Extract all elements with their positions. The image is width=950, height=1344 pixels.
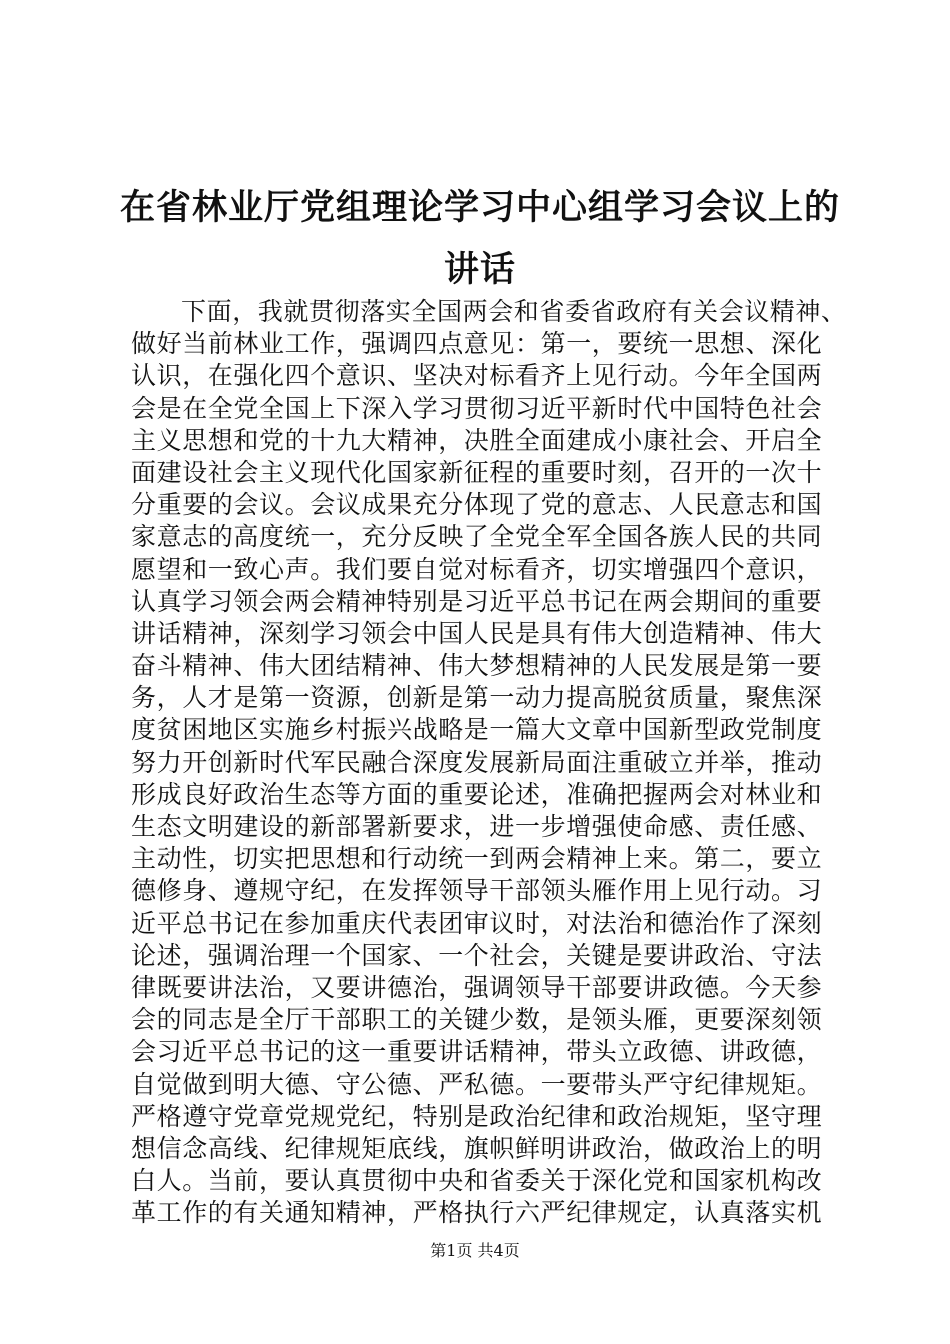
body-line: 面建设社会主义现代化国家新征程的重要时刻，召开的一次十 xyxy=(131,457,823,487)
body-line: 会习近平总书记的这一重要讲话精神，带头立政德、讲政德， xyxy=(131,1037,823,1067)
body-line: 近平总书记在参加重庆代表团审议时，对法治和德治作了深刻 xyxy=(131,908,823,938)
body-line: 形成良好政治生态等方面的重要论述，准确把握两会对林业和 xyxy=(131,779,823,809)
body-line: 会是在全党全国上下深入学习贯彻习近平新时代中国特色社会 xyxy=(131,393,823,423)
body-line: 生态文明建设的新部署新要求，进一步增强使命感、责任感、 xyxy=(131,812,823,841)
body-line: 自觉做到明大德、守公德、严私德。一要带头严守纪律规矩。 xyxy=(131,1069,823,1099)
body-line: 论述，强调治理一个国家、一个社会，关键是要讲政治、守法 xyxy=(131,940,823,970)
body-line: 主义思想和党的十九大精神，决胜全面建成小康社会、开启全 xyxy=(131,425,823,455)
body-line: 革工作的有关通知精神，严格执行六严纪律规定，认真落实机 xyxy=(131,1198,823,1228)
body-line: 度贫困地区实施乡村振兴战略是一篇大文章中国新型政党制度 xyxy=(131,715,823,745)
body-line: 认识，在强化四个意识、坚决对标看齐上见行动。今年全国两 xyxy=(131,361,823,391)
body-line: 德修身、遵规守纪，在发挥领导干部领头雁作用上见行动。习 xyxy=(131,876,823,906)
body-line: 想信念高线、纪律规矩底线，旗帜鲜明讲政治，做政治上的明 xyxy=(131,1133,823,1163)
body-line: 努力开创新时代军民融合深度发展新局面注重破立并举，推动 xyxy=(131,747,823,777)
body-line: 认真学习领会两会精神特别是习近平总书记在两会期间的重要 xyxy=(131,586,823,616)
body-line: 愿望和一致心声。我们要自觉对标看齐，切实增强四个意识， xyxy=(131,554,823,584)
body-line: 主动性，切实把思想和行动统一到两会精神上来。第二，要立 xyxy=(131,844,823,874)
body-line: 家意志的高度统一，充分反映了全党全军全国各族人民的共同 xyxy=(131,522,823,552)
body-line: 会的同志是全厅干部职工的关键少数，是领头雁，更要深刻领 xyxy=(131,1005,823,1035)
body-line: 务，人才是第一资源，创新是第一动力提高脱贫质量，聚焦深 xyxy=(131,683,823,713)
page-number-footer: 第1页 共4页 xyxy=(430,1241,520,1260)
body-line: 讲话精神，深刻学习领会中国人民是具有伟大创造精神、伟大 xyxy=(131,618,823,648)
body-line: 严格遵守党章党规党纪，特别是政治纪律和政治规矩，坚守理 xyxy=(131,1101,823,1131)
document-title-line-2: 讲话 xyxy=(443,250,516,290)
body-line: 分重要的会议。会议成果充分体现了党的意志、人民意志和国 xyxy=(131,490,823,520)
body-line: 下面，我就贯彻落实全国两会和省委省政府有关会议精神、 xyxy=(181,297,847,326)
body-line: 奋斗精神、伟大团结精神、伟大梦想精神的人民发展是第一要 xyxy=(131,651,823,681)
body-line: 做好当前林业工作，强调四点意见：第一，要统一思想、深化 xyxy=(131,329,823,359)
body-line: 白人。当前，要认真贯彻中央和省委关于深化党和国家机构改 xyxy=(131,1166,823,1196)
document-title-line-1: 在省林业厅党组理论学习中心组学习会议上的 xyxy=(120,188,841,228)
body-line: 律既要讲法治，又要讲德治，强调领导干部要讲政德。今天参 xyxy=(131,972,823,1002)
document-body xyxy=(131,296,847,1229)
